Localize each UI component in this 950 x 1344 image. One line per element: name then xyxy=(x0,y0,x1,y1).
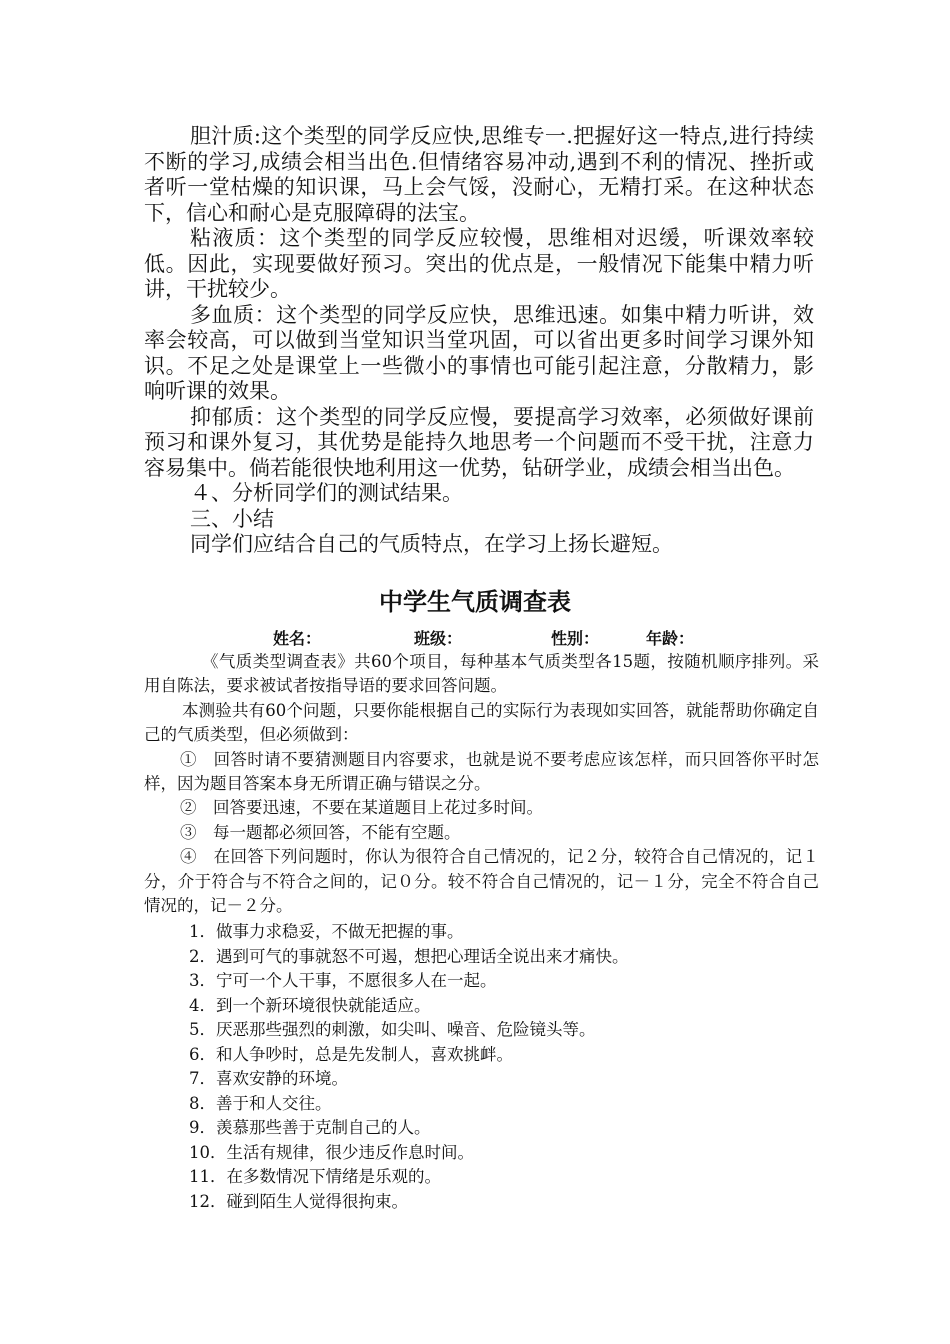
question-item: 5．厌恶那些强烈的刺激，如尖叫、噪音、危险镜头等。 xyxy=(189,1020,596,1039)
question-item: 3．宁可一个人干事，不愿很多人在一起。 xyxy=(189,971,497,990)
intro-paragraph: 《气质类型调查表》共60个项目，每种基本气质类型各15题，按随机顺序排列。采用自陈法，要求被试者按指导语的要求回答问题。 xyxy=(144,652,819,696)
rule-3: ③ 每一题都必须回答，不能有空题。 xyxy=(180,822,461,842)
rule-4: ④ 在回答下列问题时，你认为很符合自己情况的，记２分，较符合自己情况的，记１分，介于符合与不符合之间的，记０分。较不符合自己情况的，记－１分，完全不符合自己情况的，记－２分。 xyxy=(144,847,819,916)
class-label: 班级： xyxy=(414,629,463,648)
rule-1: ① 回答时请不要猜测题目内容要求，也就是说不要考虑应该怎样，而只回答你平时怎样，因为题目答案本身无所谓正确与错误之分。 xyxy=(144,749,819,794)
question-item: 2．遇到可气的事就怒不可遏，想把心理话全说出来才痛快。 xyxy=(189,946,629,966)
question-item: 7．喜欢安静的环境。 xyxy=(189,1069,348,1088)
question-item: 1．做事力求稳妥，不做无把握的事。 xyxy=(189,922,464,941)
age-label: 年龄： xyxy=(646,629,695,648)
gender-label: 性别： xyxy=(551,629,600,648)
paragraph-melancholic: 抑郁质：这个类型的同学反应慢，要提高学习效率，必须做好课前预习和课外复习，其优势是能持久地思考一个问题而不受干扰，注意力容易集中。倘若能很快地利用这一优势，钻研学业，成绩会相当出色。 xyxy=(144,404,814,480)
paragraph-phlegmatic: 粘液质：这个类型的同学反应较慢，思维相对迟缓，听课效率较低。因此，实现要做好预习。突出的优点是，一般情况下能集中精力听讲，干扰较少。 xyxy=(144,226,814,301)
paragraph-choleric: 胆汁质:这个类型的同学反应快,思维专一.把握好这一特点,进行持续不断的学习,成绩会相当出色.但情绪容易冲动,遇到不利的情况、挫折或者听一堂枯燥的知识课，马上会气馁，没耐心，无精打采。在这种状态下，信心和耐心是克服障碍的法宝。 xyxy=(144,124,814,225)
question-item: 11．在多数情况下情绪是乐观的。 xyxy=(189,1167,441,1186)
name-label: 姓名： xyxy=(273,629,322,648)
question-item: 12．碰到陌生人觉得很拘束。 xyxy=(189,1191,408,1211)
paragraph-sanguine: 多血质：这个类型的同学反应快，思维迅速。如集中精力听讲，效率会较高，可以做到当堂知识当堂巩固，可以省出更多时间学习课外知识。不足之处是课堂上一些微小的事情也可能引起注意，分散精力，影响听课的效果。 xyxy=(144,302,814,403)
question-item: 10．生活有规律，很少违反作息时间。 xyxy=(189,1142,474,1162)
question-item: 8．善于和人交往。 xyxy=(189,1093,332,1113)
question-item: 9．羡慕那些善于克制自己的人。 xyxy=(189,1118,431,1137)
section-heading-summary: 三、小结 xyxy=(190,506,274,531)
survey-instructions xyxy=(144,650,819,918)
question-item: 6．和人争吵时，总是先发制人，喜欢挑衅。 xyxy=(189,1044,513,1064)
paragraph-summary: 同学们应结合自己的气质特点，在学习上扬长避短。 xyxy=(190,532,673,556)
question-list xyxy=(189,920,629,1214)
paragraph-analysis-step: ４、分析同学们的测试结果。 xyxy=(190,481,463,505)
temperament-descriptions xyxy=(144,124,814,558)
survey-title: 中学生气质调查表 xyxy=(379,588,571,616)
survey-info-row xyxy=(0,626,950,648)
rule-2: ② 回答要迅速，不要在某道题目上花过多时间。 xyxy=(180,798,543,818)
question-item: 4．到一个新环境很快就能适应。 xyxy=(189,995,431,1015)
instructions-paragraph: 本测验共有60个问题，只要你能根据自己的实际行为表现如实回答，就能帮助你确定自己的气质类型，但必须做到： xyxy=(144,700,819,745)
